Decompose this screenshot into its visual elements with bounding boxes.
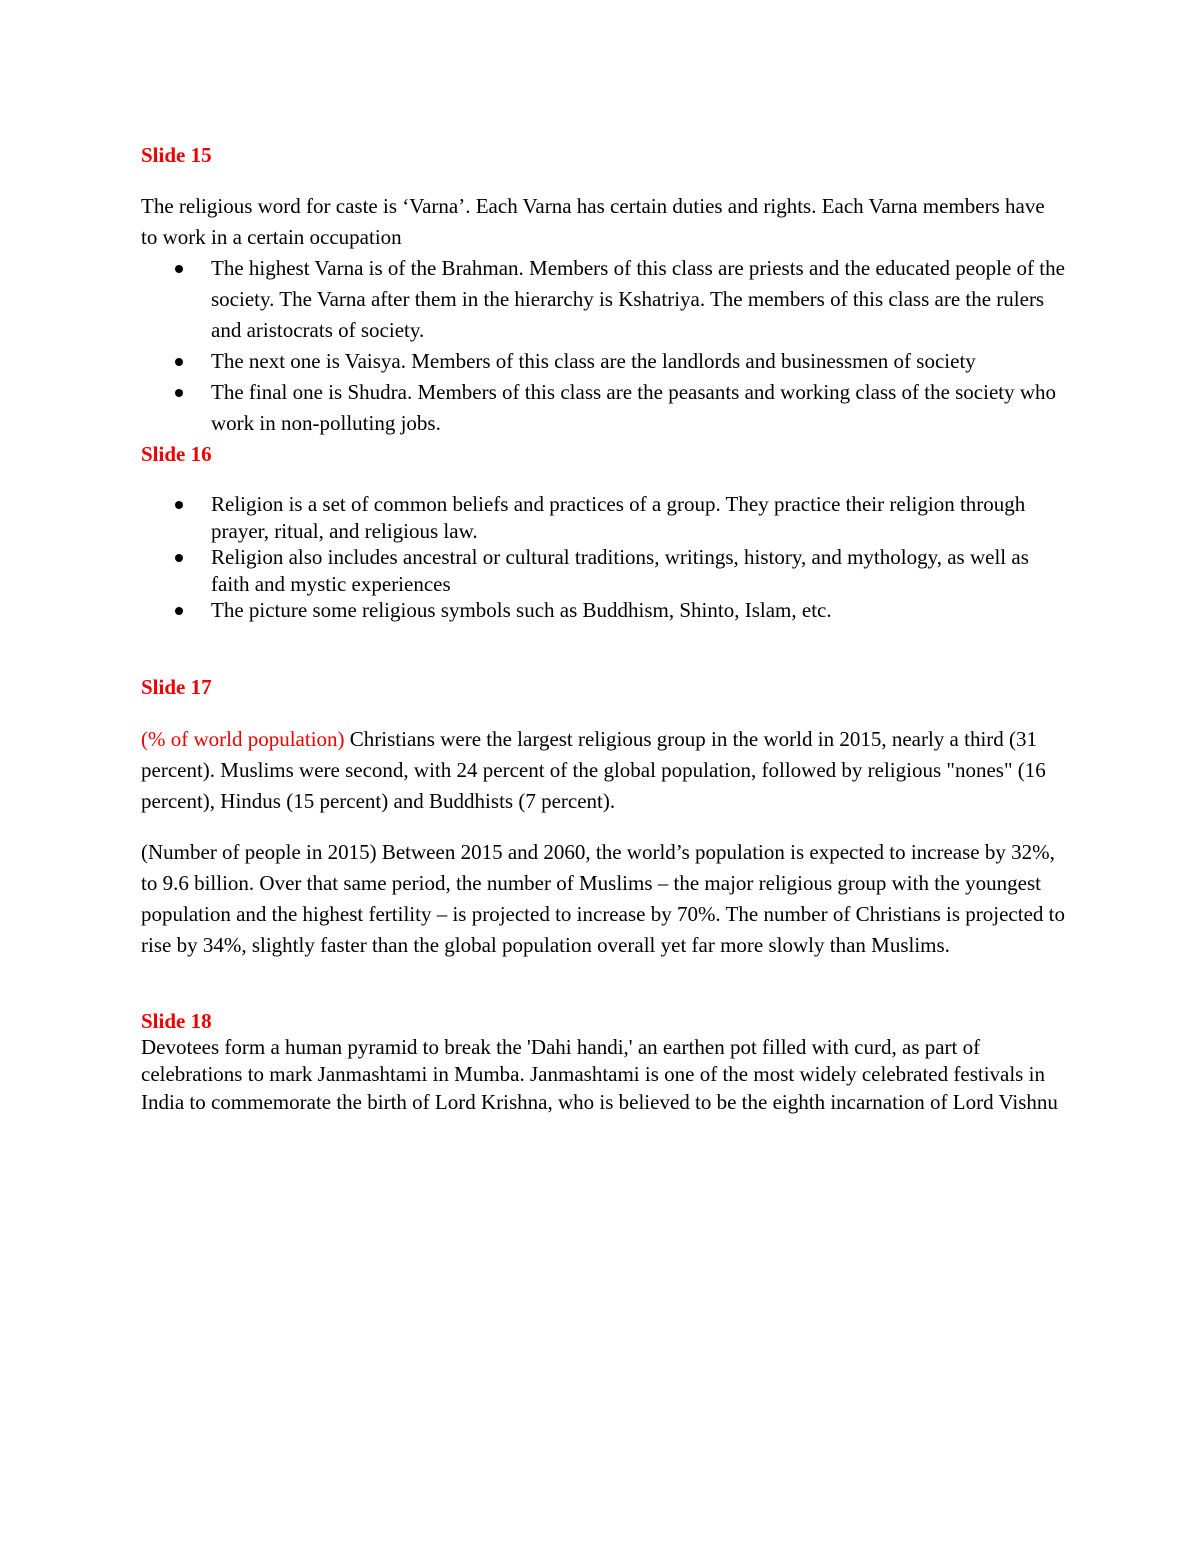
slide-18-heading: Slide 18 — [141, 1008, 212, 1033]
world-population-label: (% of world population) — [141, 726, 345, 751]
slide-15-bullet-list — [141, 253, 1066, 439]
document-content — [141, 140, 1066, 1116]
slide-17-heading: Slide 17 — [141, 674, 212, 699]
slide-17-paragraph-2: (Number of people in 2015) Between 2015 and 2060, the world’s population is expected to increase by 32%, to 9.6 billion. Over that same period, the number of Muslims – the major religious group with the youngest population and the highest fertility – is projected to increase by 70%. The number of Christians is projected to rise by 34%, slightly faster than the global population overall yet far more slowly than Muslims. — [141, 839, 1065, 957]
list-item-text: Religion is a set of common beliefs and practices of a group. They practice their religion through prayer, ritual, and religious law. — [211, 492, 1026, 543]
slide-16-bullet-list — [141, 491, 1066, 624]
list-item-text: Religion also includes ancestral or cultural traditions, writings, history, and mythology, as well as faith and mystic experiences — [211, 545, 1029, 596]
bullet-icon — [175, 501, 183, 509]
list-item — [141, 377, 1066, 439]
slide-18-paragraph: Devotees form a human pyramid to break the 'Dahi handi,' an earthen pot filled with curd, as part of celebrations to mark Janmashtami in Mumba. Janmashtami is one of the most widely celebrated festivals in India to commemorate the birth of Lord Krishna, who is believed to be the eighth incarnation of Lord Vishnu — [141, 1034, 1058, 1114]
slide-15-heading: Slide 15 — [141, 143, 212, 167]
list-item-text: The picture some religious symbols such as Buddhism, Shinto, Islam, etc. — [211, 598, 832, 622]
list-item — [141, 544, 1066, 597]
slide-15-intro: The religious word for caste is ‘Varna’. Each Varna has certain duties and rights. Each Varna members have to work in a certain occupation — [141, 194, 1045, 249]
list-item — [141, 346, 1066, 377]
list-item-text: The next one is Vaisya. Members of this class are the landlords and businessmen of society — [211, 349, 976, 373]
list-item — [141, 253, 1066, 346]
bullet-icon — [175, 358, 183, 366]
world-population-text: Christians were the largest religious group in the world in 2015, nearly a third (31 percent). Muslims were second, with 24 percent of the global population, followed by religious "nones" (16 percent), Hindus (15 percent) and Buddhists (7 percent). — [141, 726, 1046, 813]
slide-17-paragraph-1 — [141, 724, 1066, 817]
list-item-text: The final one is Shudra. Members of this class are the peasants and working class of the society who work in non-polluting jobs. — [211, 380, 1057, 435]
list-item — [141, 597, 1066, 624]
bullet-icon — [175, 554, 183, 562]
list-item — [141, 491, 1066, 544]
bullet-icon — [175, 389, 183, 397]
bullet-icon — [175, 265, 183, 273]
slide-16-heading: Slide 16 — [141, 442, 212, 466]
list-item-text: The highest Varna is of the Brahman. Members of this class are priests and the educated people of the society. The Varna after them in the hierarchy is Kshatriya. The members of this class are the rulers and aristocrats of society. — [211, 256, 1065, 342]
bullet-icon — [175, 607, 183, 615]
